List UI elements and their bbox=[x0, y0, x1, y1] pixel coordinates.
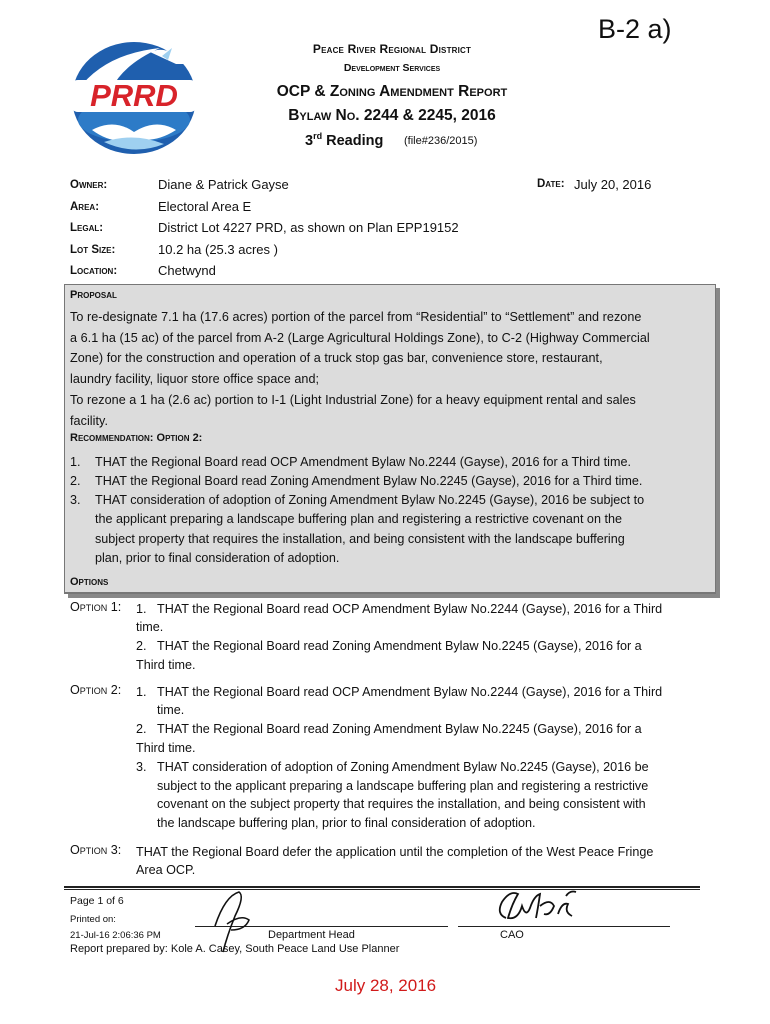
proposal-line: facility. bbox=[70, 413, 109, 428]
date-label: Date: bbox=[537, 178, 565, 190]
option-1-item-2-cont: Third time. bbox=[136, 658, 196, 672]
option-2-item-2-cont: Third time. bbox=[136, 741, 196, 755]
options-divider bbox=[64, 592, 716, 593]
option-2-item-3: THAT consideration of adoption of Zoning Amendment Bylaw No.2245 (Gayse), 2016 be subject to the applicant preparing a landscape buffering plan and registering a restrictive covenant on the subject property that requires the installation, and being consistent with the landscape buffering plan, prior to final consideration of adoption. bbox=[157, 760, 649, 830]
option-1-item-1: THAT the Regional Board read OCP Amendment Bylaw No.2244 (Gayse), 2016 for a Third bbox=[157, 602, 663, 616]
legal-value: District Lot 4227 PRD, as shown on Plan EPP19152 bbox=[158, 220, 459, 235]
proposal-line: Zone) for the construction and operation of a truck stop gas bar, convenience store, restaurant, bbox=[70, 351, 603, 366]
proposal-line: To rezone a 1 ha (2.6 ac) portion to I-1 (Light Industrial Zone) for a heavy equipment rental and sales bbox=[70, 392, 636, 407]
legal-label: Legal: bbox=[70, 222, 104, 234]
rec-item: THAT the Regional Board read Zoning Amendment Bylaw No.2245 (Gayse), 2016 for a Third time. bbox=[95, 474, 643, 488]
file-number: (file#236/2015) bbox=[404, 135, 478, 147]
org-name: Peace River Regional District bbox=[312, 42, 472, 56]
option-number: 2. bbox=[136, 722, 147, 736]
option-2-item-1: THAT the Regional Board read OCP Amendment Bylaw No.2244 (Gayse), 2016 for a Third bbox=[157, 685, 663, 699]
option-1-label: Option 1: bbox=[70, 600, 122, 614]
footer-divider bbox=[64, 886, 700, 888]
option-2-label: Option 2: bbox=[70, 683, 122, 697]
prrd-logo bbox=[64, 34, 204, 164]
page-label: B-2 a) bbox=[598, 14, 672, 44]
option-2-item-1-cont: time. bbox=[157, 703, 185, 717]
owner-label: Owner: bbox=[70, 179, 108, 191]
proposal-heading: Proposal bbox=[70, 289, 117, 301]
option-1-item-2: THAT the Regional Board read Zoning Amendment Bylaw No.2245 (Gayse), 2016 for a bbox=[157, 639, 642, 653]
lotsize-value: 10.2 ha (25.3 acres ) bbox=[158, 242, 278, 257]
bylaw-title: Bylaw No. 2244 & 2245, 2016 bbox=[288, 107, 496, 124]
recommendation-heading: Recommendation: Option 2: bbox=[70, 432, 203, 444]
option-number: 1. bbox=[136, 602, 147, 616]
printed-date: 21-Jul-16 2:06:36 PM bbox=[70, 930, 161, 941]
area-label: Area: bbox=[70, 201, 100, 213]
stamp-date: July 28, 2016 bbox=[335, 976, 437, 995]
dept-name: Development Services bbox=[343, 62, 441, 74]
reading-label: 3rd Reading bbox=[305, 131, 384, 149]
rec-item: THAT consideration of adoption of Zoning Amendment Bylaw No.2245 (Gayse), 2016 be subject to the applicant preparing a landscape buffering plan and registering a restrictive covenant on the subject property that requires the installation, and being consistent with the landscape buffering plan, prior to final consideration of adoption. bbox=[95, 493, 645, 565]
cao-signature bbox=[488, 884, 588, 928]
rec-number: 3. bbox=[70, 493, 81, 507]
proposal-text bbox=[70, 307, 710, 431]
printed-on-label: Printed on: bbox=[70, 914, 116, 925]
page-number: Page 1 of 6 bbox=[70, 895, 124, 907]
options-heading: Options bbox=[70, 576, 109, 588]
rec-item: THAT the Regional Board read OCP Amendment Bylaw No.2244 (Gayse), 2016 for a Third time. bbox=[95, 455, 631, 469]
report-title: OCP & Zoning Amendment Report bbox=[276, 83, 508, 100]
cao-label: CAO bbox=[500, 929, 524, 941]
option-number: 2. bbox=[136, 639, 147, 653]
lotsize-label: Lot Size: bbox=[70, 244, 116, 256]
option-3-label: Option 3: bbox=[70, 843, 122, 857]
proposal-line: a 6.1 ha (15 ac) of the parcel from A-2 (Large Agricultural Holdings Zone), to C-2 (Highway Commercial bbox=[70, 330, 650, 345]
option-1-item-1-cont: time. bbox=[136, 620, 164, 634]
rec-number: 1. bbox=[70, 455, 81, 469]
footer-divider bbox=[64, 889, 700, 890]
prepared-by: Report prepared by: Kole A. Casey, South Peace Land Use Planner bbox=[70, 943, 400, 955]
location-label: Location: bbox=[70, 265, 118, 277]
proposal-line: To re-designate 7.1 ha (17.6 acres) portion of the parcel from “Residential” to “Settlement” and rezone bbox=[70, 310, 642, 324]
option-3-text-cont: Area OCP. bbox=[136, 863, 196, 877]
option-3-text: THAT the Regional Board defer the application until the completion of the West Peace Fringe bbox=[136, 845, 654, 859]
option-number: 3. bbox=[136, 760, 147, 774]
rec-number: 2. bbox=[70, 474, 81, 488]
proposal-line: laundry facility, liquor store office space and; bbox=[70, 372, 320, 387]
area-value: Electoral Area E bbox=[158, 199, 252, 214]
dept-head-label: Department Head bbox=[268, 929, 355, 941]
location-value: Chetwynd bbox=[158, 263, 216, 278]
date-value: July 20, 2016 bbox=[574, 177, 652, 192]
owner-value: Diane & Patrick Gayse bbox=[158, 177, 289, 192]
option-number: 1. bbox=[136, 685, 147, 699]
logo-text: PRRD bbox=[90, 78, 178, 113]
option-2-item-2: THAT the Regional Board read Zoning Amendment Bylaw No.2245 (Gayse), 2016 for a bbox=[157, 722, 642, 736]
